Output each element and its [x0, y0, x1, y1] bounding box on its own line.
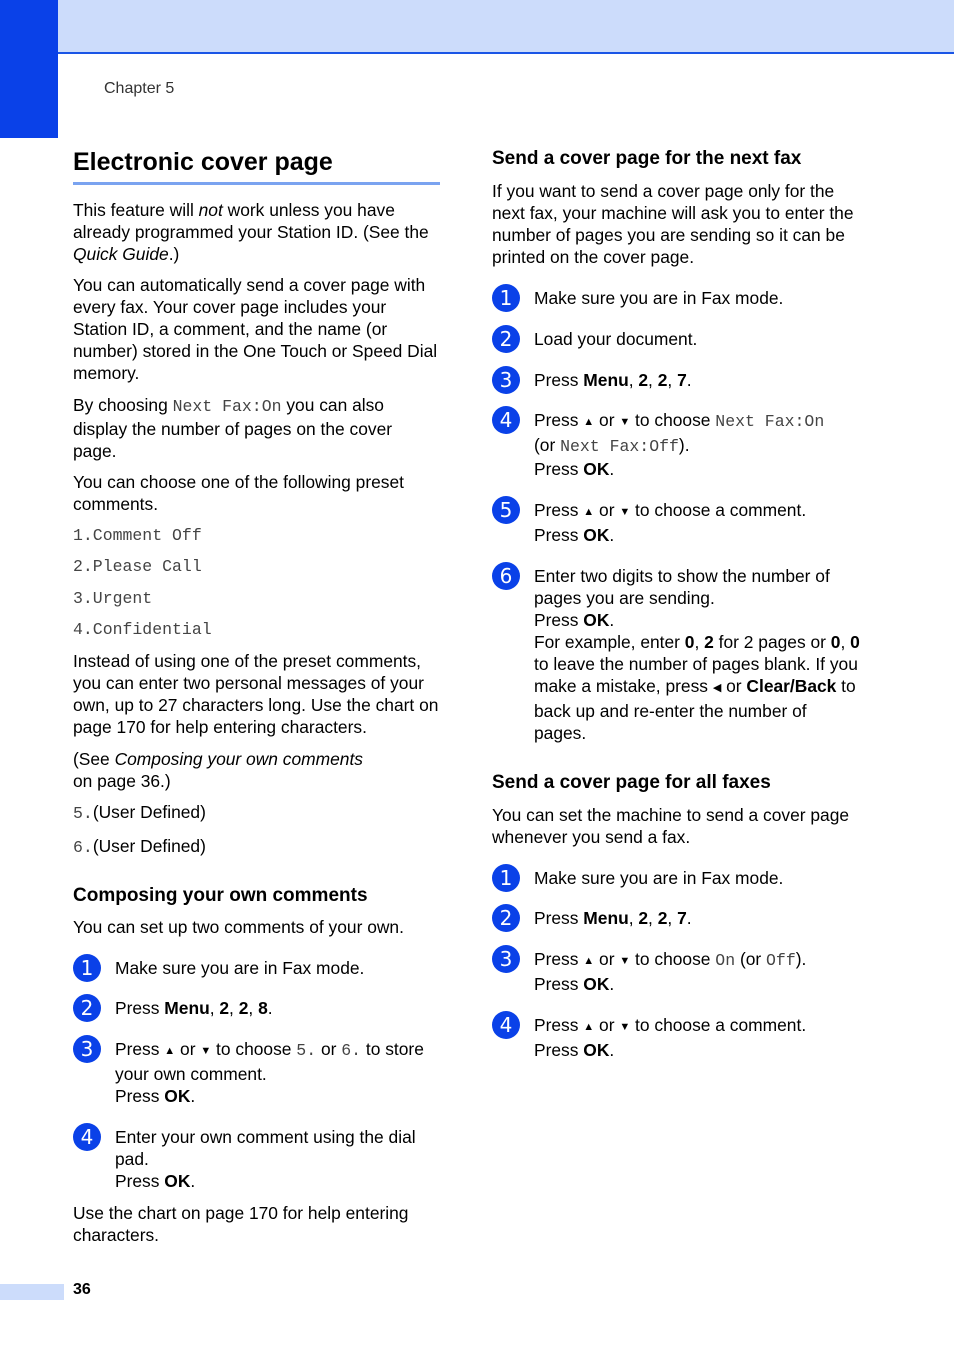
paragraph-composing-intro: You can set up two comments of your own.	[73, 917, 404, 937]
preset-item: 4.Confidential	[73, 620, 212, 639]
paragraph-next-fax-intro: If you want to send a cover page only for the next fax, your machine will ask you to enter the number of pages you are sending so it can be printed on the cover page.	[492, 181, 854, 267]
preset-list	[73, 525, 440, 641]
left-column	[73, 146, 440, 1246]
step-2: 2 Press Menu, 2, 2, 8.	[73, 997, 440, 1019]
page-title: Electronic cover page	[73, 146, 440, 185]
step-number-icon: 3	[492, 366, 520, 394]
paragraph-see-composing: (See Composing your own comments on page 36.)	[73, 749, 363, 791]
step-3: 3 Press Menu, 2, 2, 7.	[492, 369, 862, 391]
paragraph-personal-messages: Instead of using one of the preset comments, you can enter two personal messages of your own, up to 27 characters long. Use the chart on page 170 for help entering characters.	[73, 651, 439, 737]
step-6: 6 Enter two digits to show the number of pages you are sending. Press OK. For example, enter 0, 2 for 2 pages or 0, 0 to leave the number of pages blank. If you make a mistake, press ◀ or Clear/Back to back up and re-enter the number of pages.	[492, 565, 862, 744]
step-4: 4 Press ▲ or ▼ to choose a comment. Press OK.	[492, 1014, 862, 1061]
down-arrow-icon: ▼	[619, 506, 631, 518]
chapter-tab	[0, 0, 58, 138]
left-arrow-icon: ◀	[712, 682, 722, 694]
step-number-icon: 3	[492, 945, 520, 973]
step-number-icon: 1	[492, 284, 520, 312]
user-defined-5: 5.(User Defined)	[73, 802, 206, 823]
step-1: 1 Make sure you are in Fax mode.	[492, 287, 862, 309]
page-number: 36	[73, 1281, 91, 1298]
right-column	[492, 146, 862, 1061]
up-arrow-icon: ▲	[583, 506, 595, 518]
step-number-icon: 4	[73, 1123, 101, 1151]
step-number-icon: 1	[492, 864, 520, 892]
step-number-icon: 6	[492, 562, 520, 590]
section-title-all-faxes: Send a cover page for all faxes	[492, 772, 771, 793]
chapter-label: Chapter 5	[104, 80, 175, 97]
preset-item: 3.Urgent	[73, 589, 153, 608]
preset-item: 2.Please Call	[73, 557, 202, 576]
step-number-icon: 3	[73, 1035, 101, 1063]
step-number-icon: 4	[492, 1011, 520, 1039]
user-defined-6: 6.(User Defined)	[73, 836, 206, 857]
step-2: 2 Load your document.	[492, 328, 862, 350]
down-arrow-icon: ▼	[200, 1045, 212, 1057]
paragraph-next-fax: By choosing Next Fax:On you can also display the number of pages on the cover page.	[73, 395, 393, 461]
step-number-icon: 5	[492, 496, 520, 524]
down-arrow-icon: ▼	[619, 1021, 631, 1033]
paragraph-choose-preset: You can choose one of the following preset comments.	[73, 472, 404, 514]
header-band	[0, 0, 954, 54]
footer-band	[0, 1284, 64, 1300]
paragraph-auto-cover: You can automatically send a cover page with every fax. Your cover page includes your Station ID, a comment, and the name (or number) stored in the One Touch or Speed Dial memory.	[73, 275, 438, 383]
down-arrow-icon: ▼	[619, 416, 631, 428]
step-4: 4 Press ▲ or ▼ to choose Next Fax:On (or Next Fax:Off). Press OK.	[492, 409, 862, 480]
step-2: 2 Press Menu, 2, 2, 7.	[492, 907, 862, 929]
step-1: 1 Make sure you are in Fax mode.	[73, 957, 440, 979]
up-arrow-icon: ▲	[583, 416, 595, 428]
step-number-icon: 2	[492, 325, 520, 353]
paragraph-station-id: This feature will not work unless you have already programmed your Station ID. (See the Quick Guide.)	[73, 200, 429, 264]
paragraph-all-faxes-intro: You can set the machine to send a cover page whenever you send a fax.	[492, 805, 850, 847]
step-3: 3 Press ▲ or ▼ to choose On (or Off). Press OK.	[492, 948, 862, 995]
step-3: 3 Press ▲ or ▼ to choose 5. or 6. to store your own comment. Press OK.	[73, 1038, 440, 1107]
up-arrow-icon: ▲	[164, 1045, 176, 1057]
step-5: 5 Press ▲ or ▼ to choose a comment. Press OK.	[492, 499, 862, 546]
step-number-icon: 2	[492, 904, 520, 932]
section-title-next-fax: Send a cover page for the next fax	[492, 148, 802, 169]
up-arrow-icon: ▲	[583, 955, 595, 967]
step-number-icon: 2	[73, 994, 101, 1022]
paragraph-outro: Use the chart on page 170 for help entering characters.	[73, 1203, 409, 1245]
step-4: 4 Enter your own comment using the dial pad. Press OK.	[73, 1126, 440, 1192]
step-1: 1 Make sure you are in Fax mode.	[492, 867, 862, 889]
step-number-icon: 4	[492, 406, 520, 434]
preset-item: 1.Comment Off	[73, 526, 202, 545]
section-title-composing: Composing your own comments	[73, 885, 368, 906]
step-number-icon: 1	[73, 954, 101, 982]
up-arrow-icon: ▲	[583, 1021, 595, 1033]
down-arrow-icon: ▼	[619, 955, 631, 967]
